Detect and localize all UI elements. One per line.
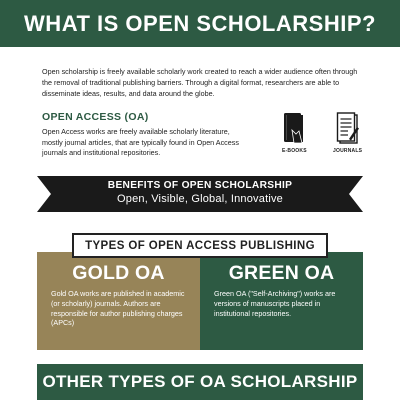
other-types-title: OTHER TYPES OF OA SCHOLARSHIP xyxy=(42,372,358,391)
benefits-list: Open, Visible, Global, Innovative xyxy=(117,193,283,205)
green-oa-panel xyxy=(200,252,363,350)
types-heading-box xyxy=(72,233,328,258)
ebooks-caption: E-BOOKS xyxy=(282,148,307,154)
open-access-description: Open Access works are freely available scholarly literature, mostly journal articles, that are typically found in Open Access journals and institutional repositories. xyxy=(42,127,239,158)
types-heading: TYPES OF OPEN ACCESS PUBLISHING xyxy=(85,239,315,252)
header-banner xyxy=(0,0,400,47)
journal-icon xyxy=(336,112,360,146)
journals-figure xyxy=(333,112,362,154)
gold-oa-title: GOLD OA xyxy=(72,262,165,284)
intro-paragraph: Open scholarship is freely available scholarly work created to reach a wider audience often through the removal of traditional publishing barriers. Through a digital format, researchers are able to disseminate ideas, results, and data around the globe. xyxy=(42,67,358,99)
benefits-ribbon xyxy=(37,176,363,212)
green-oa-description: Green OA ("Self-Archiving") works are versions of manuscripts placed in institutional repositories. xyxy=(214,289,336,318)
green-oa-title: GREEN OA xyxy=(228,262,335,284)
other-types-banner xyxy=(37,364,363,400)
page-title: WHAT IS OPEN SCHOLARSHIP? xyxy=(24,10,376,36)
gold-oa-panel xyxy=(37,252,200,350)
benefits-title: BENEFITS OF OPEN SCHOLARSHIP xyxy=(107,180,293,191)
gold-oa-description: Gold OA works are published in academic (or scholarly) journals. Authors are responsible for author publishing charges (APCs) xyxy=(51,289,185,328)
open-access-heading: OPEN ACCESS (OA) xyxy=(42,111,149,123)
ebook-icon xyxy=(283,112,305,146)
ebooks-figure xyxy=(282,112,307,154)
journals-caption: JOURNALS xyxy=(333,148,363,154)
